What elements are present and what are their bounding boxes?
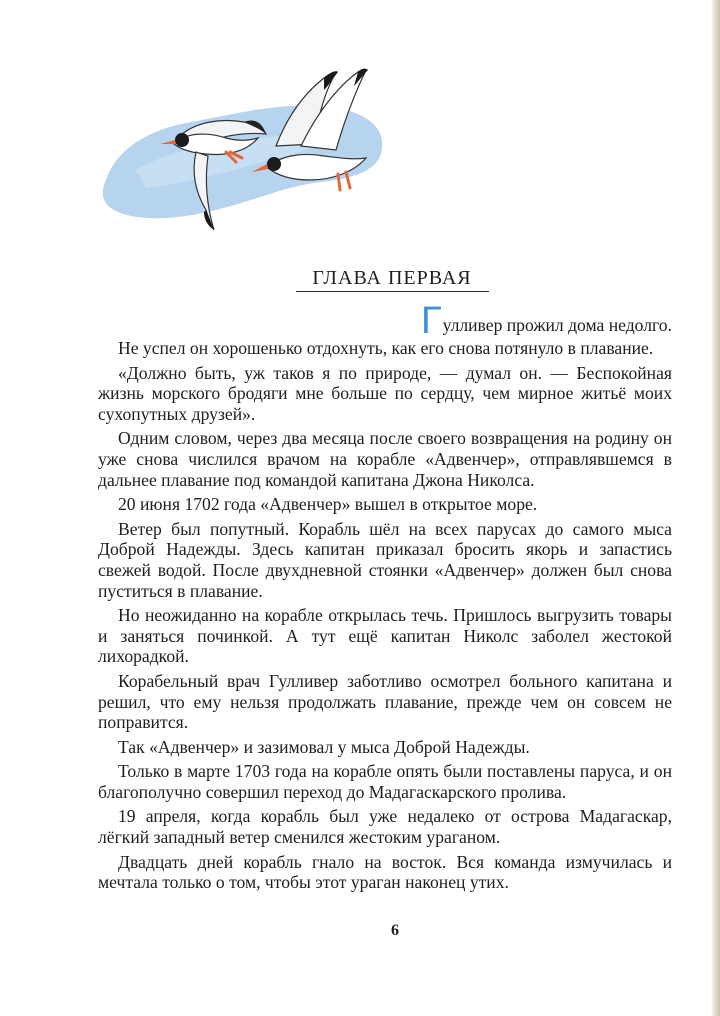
opening-line-text: улливер прожил дома недолго. <box>442 315 672 335</box>
page-number: 6 <box>391 922 399 939</box>
paragraph: 19 апреля, когда корабль был уже недалеко от острова Мадагаскар, лёгкий западный ветер сменился жестоким ураганом. <box>98 806 672 848</box>
body-text <box>98 300 672 897</box>
page-edge-shadow <box>712 0 720 1016</box>
paragraph: Так «Адвенчер» и зазимовал у мыса Доброй Надежды. <box>118 736 530 757</box>
chapter-title-underline <box>296 291 489 292</box>
paragraph: «Должно быть, уж таков я по природе, — думал он. — Беспокойная жизнь морского бродяги мне больше по сердцу, чем мирное житьё моих сухопутных друзей». <box>98 362 672 424</box>
paragraph: Не успел он хорошенько отдохнуть, как его снова потянуло в плавание. <box>118 338 654 358</box>
paragraph: Корабельный врач Гулливер заботливо осмотрел больного капитана и решил, что ему нельзя продолжать плавание, прежде чем он совсем не поправится. <box>98 670 672 733</box>
chapter-title: ГЛАВА ПЕРВАЯ <box>312 267 472 289</box>
paragraph: Двадцать дней корабль гнало на восток. Вся команда измучилась и мечтала только о том, чтобы этот ураган наконец утих. <box>98 851 672 893</box>
dropcap-letter: Г <box>420 300 442 342</box>
seagulls-illustration-icon <box>96 60 386 240</box>
opening-line <box>98 300 672 342</box>
paragraph: Но неожиданно на корабле открылась течь. Пришлось выгрузить товары и заняться починкой. А тут ещё капитан Николс заболел жестокой лихорадкой. <box>98 605 672 667</box>
paragraph: Одним словом, через два месяца после своего возвращения на родину он уже снова числился врачом на корабле «Адвенчер», отправлявшемся в дальнее плавание под командой капитана Джона Николса. <box>98 428 672 490</box>
paragraph: 20 июня 1702 года «Адвенчер» вышел в открытое море. <box>118 494 538 515</box>
paragraph: Ветер был попутный. Корабль шёл на всех парусах до самого мыса Доброй Надежды. Здесь капитан приказал бросить якорь и запастись свежей водой. После двухдневной стоянки «Адвенчер» должен был снова пуститься в плавание. <box>98 518 672 601</box>
paragraph: Только в марте 1703 года на корабле опять были поставлены паруса, и он благополучно совершил переход до Мадагаскарского пролива. <box>98 761 672 802</box>
